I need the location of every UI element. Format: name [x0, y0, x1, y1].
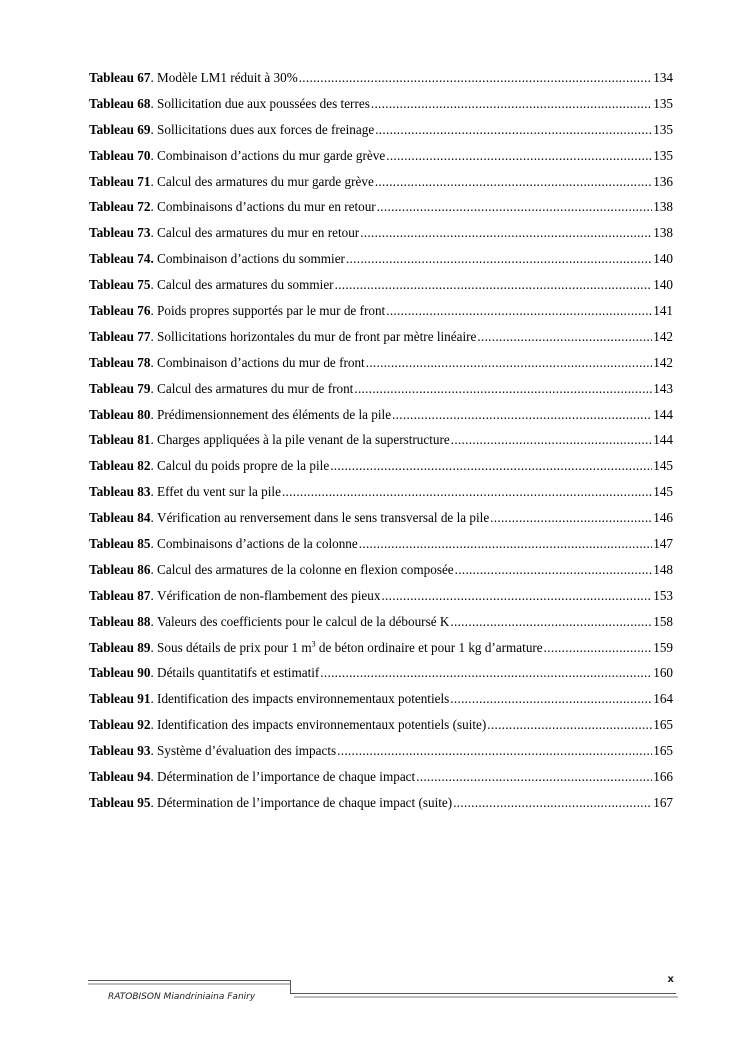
- footer-rule: [88, 980, 290, 981]
- table-label: Tableau 71: [89, 173, 151, 189]
- footer-rule-shadow: [294, 996, 678, 998]
- toc-entry[interactable]: [89, 301, 673, 327]
- footer-page-number: x: [667, 974, 674, 985]
- toc-entry[interactable]: [89, 120, 673, 146]
- table-title: Système d’évaluation des impacts: [157, 743, 337, 759]
- page-number: 165: [653, 743, 673, 759]
- dot-leader: [381, 586, 652, 606]
- label-separator: .: [150, 665, 158, 681]
- dot-leader: [330, 456, 652, 476]
- table-label: Tableau 78: [89, 354, 151, 370]
- toc-entry[interactable]: [89, 741, 673, 767]
- dot-leader: [346, 249, 652, 269]
- table-title: Calcul des armatures du sommier: [157, 277, 334, 293]
- table-title: Combinaison d’actions du mur garde grève: [157, 147, 386, 163]
- list-of-tables: [89, 68, 673, 819]
- dot-leader: [416, 767, 652, 787]
- toc-entry[interactable]: [89, 353, 673, 379]
- toc-entry[interactable]: [89, 172, 673, 198]
- dot-leader: [359, 534, 652, 554]
- dot-leader: [386, 146, 652, 166]
- label-separator: .: [150, 536, 158, 552]
- toc-entry[interactable]: [89, 94, 673, 120]
- dot-leader: [375, 172, 652, 192]
- label-separator: .: [150, 743, 158, 759]
- label-separator: .: [150, 561, 158, 577]
- toc-entry[interactable]: [89, 482, 673, 508]
- page-number: 143: [653, 380, 673, 396]
- table-label: Tableau 90: [89, 665, 151, 681]
- table-title: Calcul des armatures du mur garde grève: [157, 173, 374, 189]
- label-separator: .: [150, 458, 158, 474]
- table-title: Effet du vent sur la pile: [157, 484, 281, 500]
- page-number: 141: [653, 303, 673, 319]
- dot-leader: [455, 560, 653, 580]
- toc-entry[interactable]: [89, 715, 673, 741]
- dot-leader: [337, 741, 652, 761]
- table-label: Tableau 82: [89, 458, 151, 474]
- toc-entry[interactable]: [89, 612, 673, 638]
- table-title: Charges appliquées à la pile venant de la superstructure: [157, 432, 450, 448]
- table-title: Valeurs des coefficients pour le calcul de la déboursé K: [157, 613, 450, 629]
- page-number: 135: [653, 95, 673, 111]
- page-number: 146: [653, 510, 673, 526]
- table-title: Combinaisons d’actions de la colonne: [157, 536, 358, 552]
- page-number: 138: [653, 225, 673, 241]
- table-title: Identification des impacts environnementaux potentiels: [157, 691, 450, 707]
- table-title: Prédimensionnement des éléments de la pile: [157, 406, 392, 422]
- table-label: Tableau 95: [89, 794, 151, 810]
- footer-rule: [290, 993, 676, 994]
- toc-entry[interactable]: [89, 249, 673, 275]
- table-label: Tableau 68: [89, 95, 151, 111]
- dot-leader: [354, 379, 652, 399]
- label-separator: .: [150, 147, 158, 163]
- table-label: Tableau 70: [89, 147, 151, 163]
- page-number: 142: [653, 328, 673, 344]
- page-number: 140: [653, 277, 673, 293]
- table-title-part: Sous détails de prix pour 1 m: [157, 639, 312, 655]
- table-label: Tableau 79: [89, 380, 151, 396]
- table-label: Tableau 75: [89, 277, 151, 293]
- dot-leader: [360, 223, 652, 243]
- toc-entry[interactable]: [89, 197, 673, 223]
- toc-entry[interactable]: [89, 586, 673, 612]
- table-label: Tableau 89: [89, 639, 151, 655]
- table-title: Calcul du poids propre de la pile: [157, 458, 330, 474]
- page-number: 135: [653, 121, 673, 137]
- label-separator: .: [150, 484, 158, 500]
- table-title: [157, 638, 543, 658]
- page-number: 148: [653, 561, 673, 577]
- page-number: 138: [653, 199, 673, 215]
- toc-entry[interactable]: [89, 767, 673, 793]
- table-label: Tableau 76: [89, 303, 151, 319]
- label-separator: .: [150, 406, 158, 422]
- page-number: 144: [653, 406, 673, 422]
- dot-leader: [320, 663, 652, 683]
- page-number: 159: [653, 639, 673, 655]
- label-separator: .: [150, 354, 158, 370]
- table-label: Tableau 69: [89, 121, 151, 137]
- toc-entry[interactable]: [89, 508, 673, 534]
- label-separator: .: [150, 328, 158, 344]
- toc-entry[interactable]: [89, 456, 673, 482]
- toc-entry[interactable]: [89, 534, 673, 560]
- page-number: 166: [653, 769, 673, 785]
- toc-entry[interactable]: [89, 223, 673, 249]
- table-title: Détermination de l’importance de chaque impact (suite): [157, 794, 453, 810]
- table-title: Vérification au renversement dans le sens transversal de la pile: [157, 510, 490, 526]
- page-number: 164: [653, 691, 673, 707]
- page-number: 153: [653, 587, 673, 603]
- label-separator: .: [150, 199, 158, 215]
- table-label: Tableau 92: [89, 717, 151, 733]
- page-number: 160: [653, 665, 673, 681]
- label-separator: .: [150, 769, 158, 785]
- page-number: 147: [653, 536, 673, 552]
- page-number: 158: [653, 613, 673, 629]
- footer-rule-shadow: [88, 983, 291, 985]
- page-number: 136: [653, 173, 673, 189]
- table-label: Tableau 91: [89, 691, 151, 707]
- dot-leader: [371, 94, 652, 114]
- label-separator: .: [150, 510, 158, 526]
- table-label: Tableau 86: [89, 561, 151, 577]
- toc-entry[interactable]: [89, 327, 673, 353]
- table-title: Calcul des armatures du mur de front: [157, 380, 354, 396]
- label-separator: .: [150, 303, 158, 319]
- dot-leader: [490, 508, 652, 528]
- label-separator: .: [150, 70, 158, 85]
- toc-entry[interactable]: [89, 379, 673, 405]
- table-title: Identification des impacts environnementaux potentiels (suite): [157, 717, 487, 733]
- table-label: Tableau 84: [89, 510, 151, 526]
- label-separator: .: [150, 121, 158, 137]
- label-separator: .: [150, 587, 158, 603]
- table-title: Combinaisons d’actions du mur en retour: [157, 199, 376, 215]
- table-label: Tableau 67: [89, 70, 151, 85]
- table-label: Tableau 93: [89, 743, 151, 759]
- dot-leader: [386, 301, 652, 321]
- label-separator: .: [150, 432, 158, 448]
- page-number: 142: [653, 354, 673, 370]
- toc-entry[interactable]: [89, 405, 673, 431]
- page-number: 145: [653, 458, 673, 474]
- page-number: 167: [653, 794, 673, 810]
- table-title: Modèle LM1 réduit à 30%: [157, 70, 298, 85]
- page-footer: [88, 974, 678, 1018]
- dot-leader: [282, 482, 652, 502]
- table-label: Tableau 94: [89, 769, 151, 785]
- table-title: Combinaison d’actions du sommier: [157, 251, 345, 267]
- table-label: Tableau 72: [89, 199, 151, 215]
- dot-leader: [299, 68, 653, 88]
- table-label: Tableau 85: [89, 536, 151, 552]
- page-number: 144: [653, 432, 673, 448]
- page-number: 145: [653, 484, 673, 500]
- toc-entry[interactable]: [89, 68, 673, 94]
- table-title: Poids propres supportés par le mur de front: [157, 303, 386, 319]
- dot-leader: [544, 638, 653, 658]
- table-title: Calcul des armatures de la colonne en flexion composée: [157, 561, 454, 577]
- label-separator: .: [150, 639, 158, 655]
- table-title: Détermination de l’importance de chaque impact: [157, 769, 416, 785]
- dot-leader: [451, 430, 652, 450]
- superscript: 3: [311, 639, 316, 649]
- label-separator: .: [150, 691, 158, 707]
- dot-leader: [450, 689, 652, 709]
- table-label: Tableau 74.: [89, 251, 154, 267]
- page-number: 140: [653, 251, 673, 267]
- dot-leader: [392, 405, 652, 425]
- label-separator: .: [150, 225, 158, 241]
- toc-entry[interactable]: [89, 560, 673, 586]
- footer-author: RATOBISON Miandriniaina Faniry: [108, 992, 256, 1002]
- table-title: Combinaison d’actions du mur de front: [157, 354, 365, 370]
- page-number: 134: [653, 70, 673, 85]
- toc-entry[interactable]: [89, 430, 673, 456]
- table-label: Tableau 80: [89, 406, 151, 422]
- dot-leader: [450, 612, 652, 632]
- table-label: Tableau 81: [89, 432, 151, 448]
- footer-rule-step: [290, 980, 291, 994]
- dot-leader: [375, 120, 652, 140]
- table-title: Calcul des armatures du mur en retour: [157, 225, 360, 241]
- dot-leader: [335, 275, 653, 295]
- table-label: Tableau 83: [89, 484, 151, 500]
- label-separator: .: [150, 794, 158, 810]
- table-label: Tableau 88: [89, 613, 151, 629]
- table-title: Sollicitations horizontales du mur de front par mètre linéaire: [157, 328, 477, 344]
- table-label: Tableau 73: [89, 225, 151, 241]
- dot-leader: [453, 793, 652, 813]
- dot-leader: [477, 327, 652, 347]
- table-title-part: de béton ordinaire et pour 1 kg d’armature: [315, 639, 543, 655]
- page-number: 135: [653, 147, 673, 163]
- dot-leader: [487, 715, 652, 735]
- toc-entry[interactable]: [89, 146, 673, 172]
- dot-leader: [377, 197, 653, 217]
- toc-entry[interactable]: [89, 793, 673, 819]
- dot-leader: [366, 353, 653, 373]
- label-separator: .: [150, 173, 158, 189]
- toc-entry[interactable]: [89, 275, 673, 301]
- label-separator: .: [150, 380, 158, 396]
- table-title: Vérification de non-flambement des pieux: [157, 587, 381, 603]
- label-separator: .: [150, 277, 158, 293]
- table-title: Détails quantitatifs et estimatif: [157, 665, 320, 681]
- table-title: Sollicitation due aux poussées des terres: [157, 95, 370, 111]
- label-separator: .: [150, 95, 158, 111]
- page-number: 165: [653, 717, 673, 733]
- toc-entry[interactable]: [89, 689, 673, 715]
- toc-entry[interactable]: [89, 663, 673, 689]
- table-title: Sollicitations dues aux forces de freinage: [157, 121, 375, 137]
- table-label: Tableau 77: [89, 328, 151, 344]
- label-separator: .: [150, 717, 158, 733]
- label-separator: .: [150, 613, 158, 629]
- toc-entry[interactable]: [89, 638, 673, 664]
- table-label: Tableau 87: [89, 587, 151, 603]
